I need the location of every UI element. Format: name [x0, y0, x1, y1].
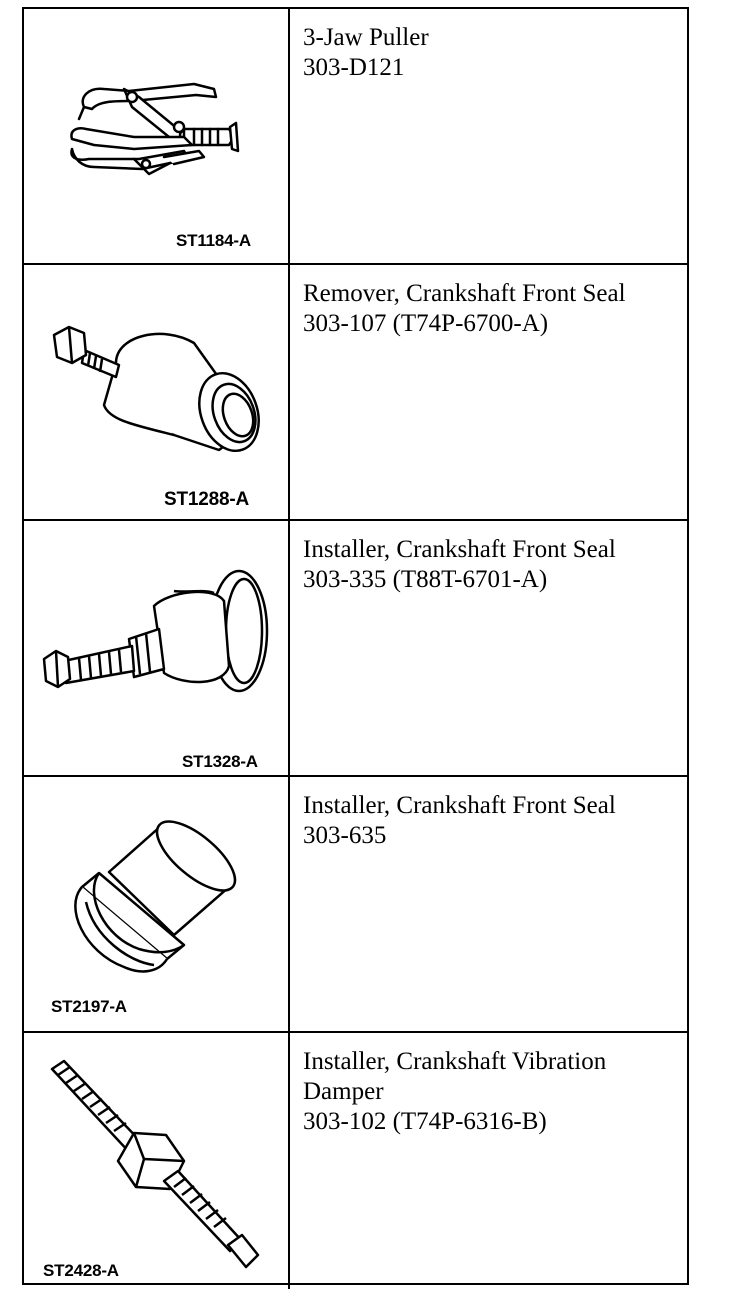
tool-description-cell: [290, 777, 687, 1031]
drawing-id: ST2197-A: [51, 997, 127, 1016]
tool-illustration-cell: [24, 777, 290, 1031]
tool-description: Installer, Crankshaft Front Seal 303-335 (T88T-6701-A): [303, 536, 616, 593]
three-jaw-puller-icon: [24, 9, 288, 263]
tool-description: Remover, Crankshaft Front Seal 303-107 (T74P-6700-A): [303, 280, 626, 337]
seal-installer-sleeve-icon: [24, 777, 288, 1031]
table-row: [24, 777, 687, 1033]
table-row: [24, 521, 687, 777]
tool-illustration-cell: [24, 9, 290, 263]
damper-installer-icon: [24, 1033, 288, 1287]
drawing-id: ST1328-A: [182, 752, 258, 771]
seal-installer-icon: [24, 521, 288, 775]
tool-illustration-cell: [24, 1033, 290, 1289]
drawing-id: ST2428-A: [43, 1261, 119, 1280]
tool-description-cell: [290, 265, 687, 519]
tool-description-cell: [290, 9, 687, 263]
tool-illustration-cell: [24, 521, 290, 775]
tool-description: Installer, Crankshaft Front Seal 303-635: [303, 792, 616, 849]
tool-description: Installer, Crankshaft Vibration Damper 303-102 (T74P-6316-B): [303, 1048, 607, 1135]
tool-description: 3-Jaw Puller 303-D121: [303, 24, 429, 81]
seal-remover-icon: [24, 265, 288, 519]
special-tools-table: [22, 7, 689, 1285]
table-row: [24, 1033, 687, 1289]
tool-description-cell: [290, 1033, 687, 1289]
table-row: [24, 265, 687, 521]
drawing-id: ST1184-A: [176, 231, 251, 250]
tool-description-cell: [290, 521, 687, 775]
tool-illustration-cell: [24, 265, 290, 519]
drawing-id: ST1288-A: [164, 489, 249, 510]
table-row: [24, 9, 687, 265]
